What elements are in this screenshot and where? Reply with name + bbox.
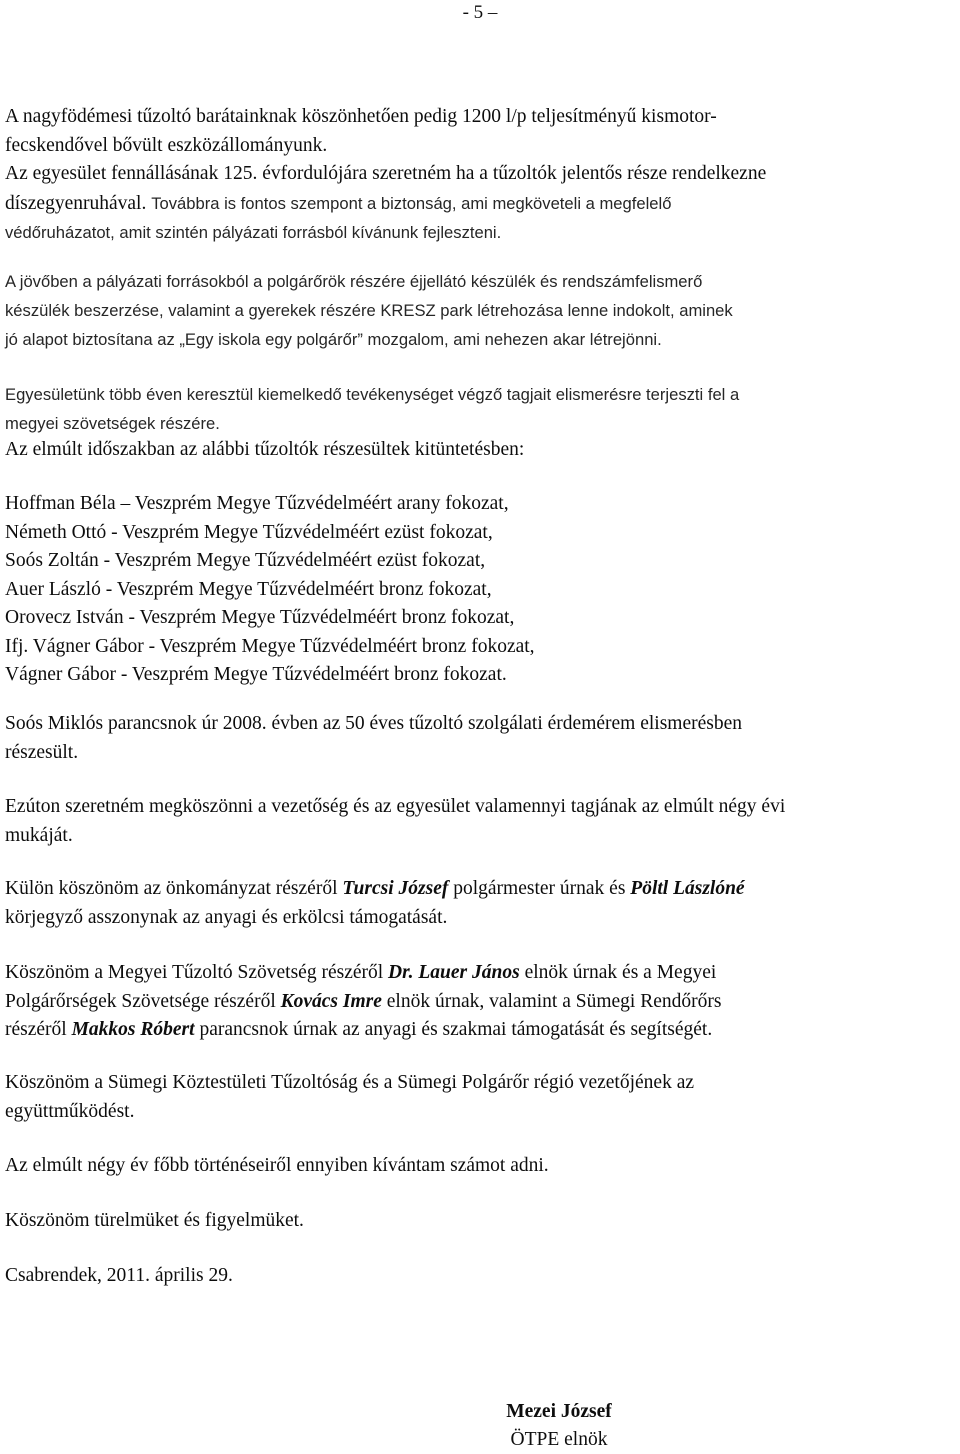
- text-line: Csabrendek, 2011. április 29.: [5, 1265, 233, 1286]
- award-item: Soós Zoltán - Veszprém Megye Tűzvédelméért ezüst fokozat,: [5, 550, 486, 571]
- text-segment: Polgárőrségek Szövetsége részéről: [5, 990, 281, 1012]
- text-line: együttműködést.: [5, 1100, 135, 1122]
- document-date: [5, 1262, 955, 1291]
- paragraph-summary: [5, 1152, 955, 1181]
- text-line: Az elmúlt négy év főbb történéseiről ennyiben kívántam számot adni.: [5, 1155, 549, 1176]
- text-line: Egyesületünk több éven keresztül kiemelkedő tevékenységet végző tagjait elismerésre terjeszti fel a: [5, 385, 740, 404]
- text-line: megyei szövetségek részére.: [5, 414, 220, 433]
- text-line: fecskendővel bővült eszközállományunk.: [5, 134, 328, 156]
- paragraph-soos-miklos: [5, 710, 955, 767]
- text-line: A jövőben a pályázati forrásokból a polgárőrök részére éjjellátó készülék és rendszámfelismerő: [5, 272, 703, 291]
- text-line: Köszönöm türelmüket és figyelmüket.: [5, 1210, 304, 1231]
- text-line: [5, 875, 955, 904]
- text-line: Az elmúlt időszakban az alábbi tűzoltók részesültek kitüntetésben:: [5, 439, 525, 460]
- text-line: készülék beszerzése, valamint a gyerekek részére KRESZ park létrehozása lenne indokolt, aminek: [5, 301, 733, 320]
- text-segment-sans: Továbbra is fontos szempont a biztonság, ami megköveteli a megfelelő: [151, 193, 672, 213]
- paragraph-thanks-municipality: [5, 875, 955, 932]
- awards-list: [5, 490, 955, 690]
- text-line: Köszönöm a Sümegi Köztestületi Tűzoltóság és a Sümegi Polgárőr régió vezetőjének az: [5, 1072, 695, 1093]
- text-line: [5, 1016, 955, 1045]
- text-line: [5, 189, 955, 219]
- text-segment: Külön köszönöm az önkományzat részéről: [5, 878, 343, 899]
- text-line: mukáját.: [5, 824, 73, 846]
- text-segment: elnök úrnak és a Megyei: [519, 962, 717, 983]
- award-item: Németh Ottó - Veszprém Megye Tűzvédelméért ezüst fokozat,: [5, 521, 493, 543]
- award-item: Orovecz István - Veszprém Megye Tűzvédelméért bronz fokozat,: [5, 607, 515, 628]
- paragraph-equipment: [5, 103, 955, 247]
- paragraph-thanks-members: [5, 793, 955, 850]
- person-name: Dr. Lauer János: [388, 962, 520, 983]
- text-segment: Köszönöm a Megyei Tűzoltó Szövetség részéről: [5, 962, 389, 983]
- paragraph-future-plans: [5, 267, 955, 354]
- signatory-name: Mezei József: [506, 1401, 612, 1422]
- text-segment: parancsnok úrnak az anyagi és szakmai támogatását és segítségét.: [194, 1019, 713, 1040]
- text-line: [5, 988, 955, 1017]
- text-line: Ezúton szeretném megköszönni a vezetőség és az egyesület valamennyi tagjának az elmúlt négy évi: [5, 796, 786, 817]
- text-line: [5, 959, 955, 988]
- text-line: A nagyfödémesi tűzoltó barátainknak köszönhetően pedig 1200 l/p teljesítményű kismotor-: [5, 106, 717, 127]
- award-item: Ifj. Vágner Gábor - Veszprém Megye Tűzvédelméért bronz fokozat,: [5, 635, 535, 657]
- signatory-title: ÖTPE elnök: [510, 1429, 608, 1450]
- paragraph-awards-intro: [5, 436, 955, 465]
- award-item: Hoffman Béla – Veszprém Megye Tűzvédelméért arany fokozat,: [5, 493, 509, 514]
- text-segment: elnök úrnak, valamint a Sümegi Rendőrőrs: [381, 990, 722, 1012]
- text-line: körjegyző asszonynak az anyagi és erkölcsi támogatását.: [5, 906, 448, 928]
- person-name: Kovács Imre: [280, 990, 382, 1012]
- text-line: Az egyesület fennállásának 125. évfordulójára szeretném ha a tűzoltók jelentős része rendelkezne: [5, 163, 767, 184]
- award-item: Auer László - Veszprém Megye Tűzvédelméért bronz fokozat,: [5, 578, 492, 600]
- paragraph-cooperation: [5, 1069, 955, 1126]
- page-number: - 5 –: [462, 2, 498, 23]
- signature-block: [0, 1398, 960, 1454]
- text-line: jó alapot biztosítana az „Egy iskola egy polgárőr” mozgalom, ami nehezen akar létrejönni.: [5, 330, 662, 349]
- text-segment: díszegyenruhával.: [5, 192, 147, 214]
- award-item: Vágner Gábor - Veszprém Megye Tűzvédelméért bronz fokozat.: [5, 664, 507, 685]
- paragraph-thanks-associations: [5, 959, 955, 1045]
- paragraph-thanks-patience: [5, 1207, 955, 1236]
- text-segment: részéről: [5, 1019, 72, 1040]
- text-line: Soós Miklós parancsnok úr 2008. évben az 50 éves tűzoltó szolgálati érdemérem elismerésben: [5, 713, 743, 734]
- text-line: részesült.: [5, 741, 79, 763]
- text-segment: polgármester úrnak és: [448, 878, 631, 899]
- person-name: Pöltl Lászlóné: [630, 878, 745, 899]
- person-name: Makkos Róbert: [71, 1019, 195, 1040]
- person-name: Turcsi József: [342, 878, 449, 899]
- text-line: védőruházatot, amit szintén pályázati forrásból kívánunk fejleszteni.: [5, 223, 502, 242]
- paragraph-recognition: [5, 380, 955, 438]
